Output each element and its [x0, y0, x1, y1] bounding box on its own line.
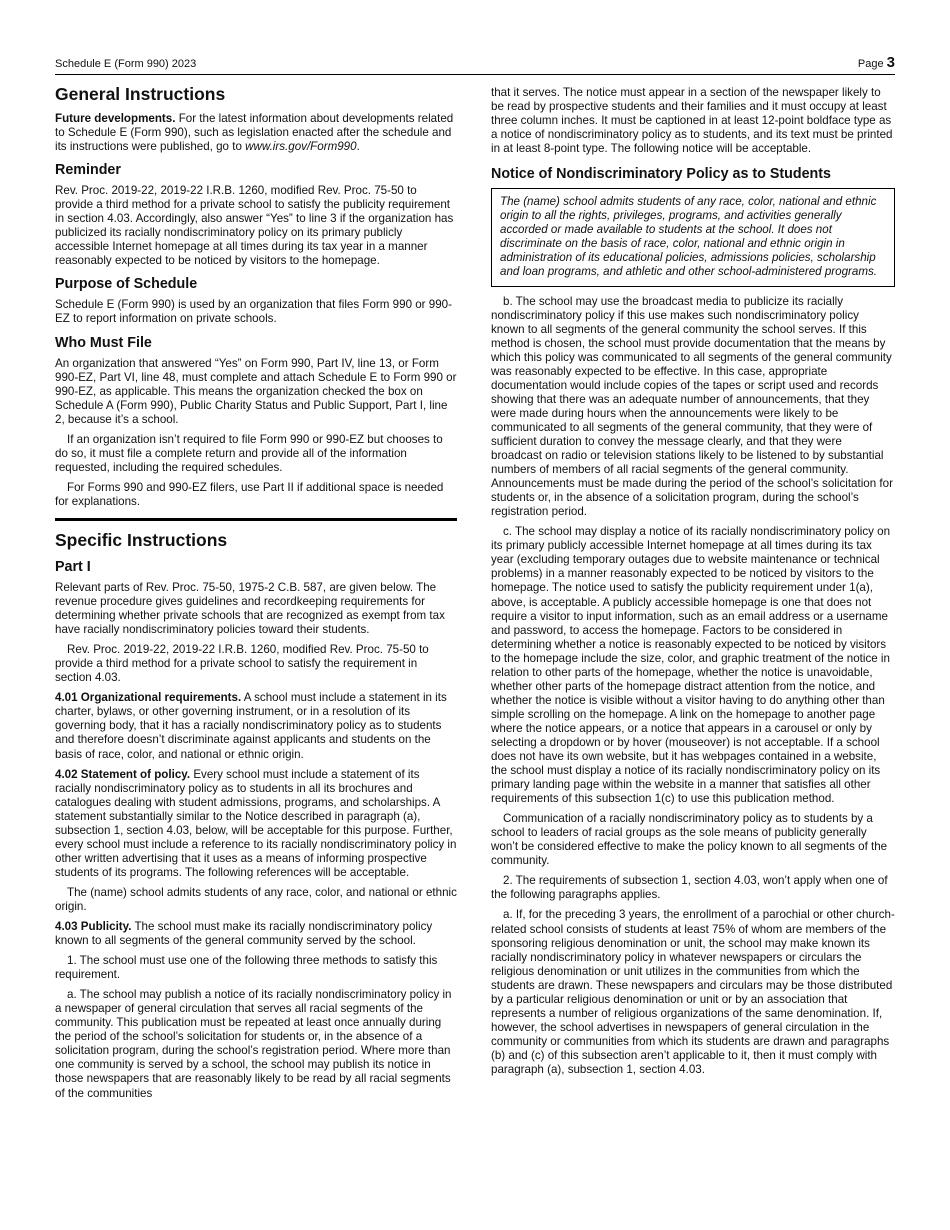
who-must-file-paragraph-3: For Forms 990 and 990-EZ filers, use Part II if additional space is needed for explanations.	[55, 480, 444, 508]
section-403-item-1: 1. The school must use one of the following three methods to satisfy this requirement.	[55, 954, 438, 982]
section-403-paragraph	[55, 920, 457, 948]
notice-box	[491, 188, 895, 286]
reminder-heading: Reminder	[55, 162, 121, 179]
section-402-paragraph	[55, 768, 457, 880]
part-1-paragraph-1: Relevant parts of Rev. Proc. 75-50, 1975-2 C.B. 587, are given below. The revenue procedure gives guidelines and recordkeeping requirements for determining whether private schools that are recognized as exempt from tax have racially nondiscriminatory policies toward their students.	[55, 580, 445, 637]
purpose-heading: Purpose of Schedule	[55, 276, 198, 293]
irs-link[interactable]: www.irs.gov/Form990	[245, 140, 357, 154]
section-403-item-1a: a. The school may publish a notice of its racially nondiscriminatory policy in a newspaper of general circulation that serves all racial segments of the community. This publication must be repeated at least once annually during the period of the school’s solicitation for students or, in the absence of a solicitation program, during the school’s registration period. Where more than one community is served by a school, the school may publish its notice in those newspapers that are reasonably likely to be read by all racial segments of the communities	[55, 988, 452, 1100]
page-label: Page	[857, 58, 884, 70]
page-indicator	[858, 54, 895, 71]
page-number: 3	[886, 54, 895, 71]
item-1c-paragraph: c. The school may display a notice of its racially nondiscriminatory policy on its primary publicly accessible Internet homepage at all times during its tax year (excluding temporary outages due to website maintenance or technical problems) in a manner reasonably expected to be noticed by visitors to the homepage. The notice used to satisfy the publicity requirement under 1(a), above, is acceptable. A publicly accessible homepage is one that does not require a visitor to input information, such as an email address or a username and password, to access the homepage. Factors to be considered in determining whether a notice is reasonably expected to be noticed by visitors to the homepage include the size, color, and graphic treatment of the notice in relation to other parts of the homepage, whether the notice is unavoidable, whether other parts of the homepage distract attention from the notice, and whether the notice is visible without a visitor having to do anything other than simple scrolling on the homepage. A link on the homepage to another page where the notice appears, or a notice that appears in a carousel or only by selecting a dropdown or by hover (mouseover) is not acceptable. If a school does not have its own website, but it has webpages contained in a website, the school must display a notice of its racially nondiscriminatory policy on its primary landing page within the website in a manner that satisfies all other requirements of this subsection 1(c) to use this publication method.	[491, 525, 891, 806]
future-developments-lead: Future developments.	[55, 112, 176, 125]
section-401-text: A school must include a statement in its charter, bylaws, or other governing instrument, or in a resolution of its governing body, that it has a racially nondiscriminatory policy as to students and therefore doesn’t discriminate against applicants and students on the basis of race, color, and national or ethnic origin.	[55, 691, 447, 761]
right-column	[491, 86, 895, 1083]
form-title: Schedule E (Form 990) 2023	[55, 58, 197, 70]
section-401-lead: 4.01 Organizational requirements.	[55, 691, 242, 705]
section-divider	[55, 518, 457, 521]
future-developments-text: For the latest information about developments related to Schedule E (Form 990), such as legislation enacted after the schedule and its instructions were published, go to	[55, 112, 454, 154]
future-developments-end: .	[356, 140, 360, 154]
section-402-lead: 4.02 Statement of policy.	[55, 767, 191, 781]
section-402-reference: The (name) school admits students of any race, color, and national or ethnic origin.	[55, 885, 457, 913]
part-1-heading: Part I	[55, 558, 91, 575]
general-instructions-heading: General Instructions	[55, 84, 226, 104]
who-must-file-heading: Who Must File	[55, 334, 152, 351]
continued-paragraph: that it serves. The notice must appear in a section of the newspaper likely to be read by prospective students and their families and it must occupy at least three column inches. It must be captioned in at least 12-point boldface type as a notice of nondiscriminatory policy as to students, and its text must be printed in at least 8-point type. The following notice will be acceptable.	[491, 86, 893, 156]
reminder-paragraph: Rev. Proc. 2019-22, 2019-22 I.R.B. 1260, modified Rev. Proc. 75-50 to provide a third method for a private school to satisfy the publicity requirement in section 4.03. Accordingly, also answer “Yes” to line 3 if the organization has publicized its racially nondiscriminatory policy on its primary publicly accessible Internet homepage at all times during its tax year in a manner reasonably expected to be noticed by visitors to the homepage.	[55, 184, 454, 268]
who-must-file-paragraph-1: An organization that answered “Yes” on Form 990, Part IV, line 13, or Form 990-EZ, Part VI, line 48, must complete and attach Schedule E to Form 990 or 990-EZ, as applicable. This means the organization checked the box on Schedule A (Form 990), Public Charity Status and Public Support, Part I, line 2, because it’s a school.	[55, 356, 457, 426]
item-2a-paragraph: a. If, for the preceding 3 years, the enrollment of a parochial or other church-related school consists of students at least 75% of whom are members of the sponsoring religious denomination or unit, the school may make known its racially nondiscriminatory policy in whatever newspapers or circulars the religious denomination or unit utilizes in the communities from which the students are drawn. These newspapers and circulars may be those distributed by a particular religious denomination or unit or by an association that represents a number of religious organizations of the same denomination. If, however, the school advertises in newspapers of general circulation in the community or communities from which its students are drawn and paragraphs (b) and (c) of this subsection aren’t applicable to it, then it must comply with paragraph (a), subsection 1, section 4.03.	[491, 908, 895, 1076]
specific-instructions-heading: Specific Instructions	[55, 529, 228, 550]
section-402-text: Every school must include a statement of its racially nondiscriminatory policy as to students in all its brochures and catalogues dealing with student admissions, programs, and scholarships. A statement substantially similar to the Notice described in paragraph (a), subsection 1, section 4.03, below, will be acceptable for this purpose. Further, every school must include a reference to its racially nondiscriminatory policy in other written advertising that it uses as a means of informing prospective students of its programs. The following references will be acceptable.	[55, 767, 457, 879]
notice-text: The (name) school admits students of any race, color, national and ethnic origin to all the rights, privileges, programs, and activities generally accorded or made available to students at the school. It does not discriminate on the basis of race, color, national and ethnic origin in administration of its educational policies, admissions policies, scholarship and loan programs, and athletic and other school-administered programs.	[500, 195, 878, 279]
item-1b-paragraph: b. The school may use the broadcast media to publicize its racially nondiscriminatory policy if this use makes such nondiscriminatory policy known to all segments of the general community the school serves. If this method is chosen, the school must provide documentation that the means by which this policy was communicated to all segments of the general community was reasonably expected to be effective. In this case, appropriate documentation would include copies of the tapes or script used and records showing that there was an adequate number of announcements, that they were made during hours when the announcements were likely to be communicated to all segments of the general community, that they were of sufficient duration to convey the message clearly, and that they were broadcast on radio or television stations likely to be listened to by substantial numbers of members of all racial segments of the general community. Announcements must be made during the period of the school’s solicitation for students or, in the absence of a solicitation program, during the school’s registration period.	[491, 294, 893, 519]
communication-paragraph: Communication of a racially nondiscriminatory policy as to students by a school to leaders of racial groups as the sole means of publicity generally won’t be considered effective to make the policy known to all segments of the community.	[491, 812, 888, 868]
item-2-paragraph: 2. The requirements of subsection 1, section 4.03, won’t apply when one of the following paragraphs applies.	[491, 874, 888, 902]
future-developments-paragraph	[55, 112, 457, 154]
section-401-paragraph	[55, 691, 457, 761]
section-403-lead: 4.03 Publicity.	[55, 920, 132, 934]
notice-heading: Notice of Nondiscriminatory Policy as to Students	[491, 166, 832, 183]
part-1-paragraph-2: Rev. Proc. 2019-22, 2019-22 I.R.B. 1260, modified Rev. Proc. 75-50 to provide a third method for a private school to satisfy the requirement in section 4.03.	[55, 643, 429, 685]
page-header	[55, 56, 895, 75]
section-403-text: The school must make its racially nondiscriminatory policy known to all segments of the general community served by the school.	[55, 920, 433, 948]
who-must-file-paragraph-2: If an organization isn’t required to file Form 990 or 990-EZ but chooses to do so, it must file a complete return and provide all of the information requested, including the required schedules.	[55, 432, 443, 474]
purpose-paragraph: Schedule E (Form 990) is used by an organization that files Form 990 or 990-EZ to report information on private schools.	[55, 298, 452, 326]
left-column	[55, 84, 457, 1107]
